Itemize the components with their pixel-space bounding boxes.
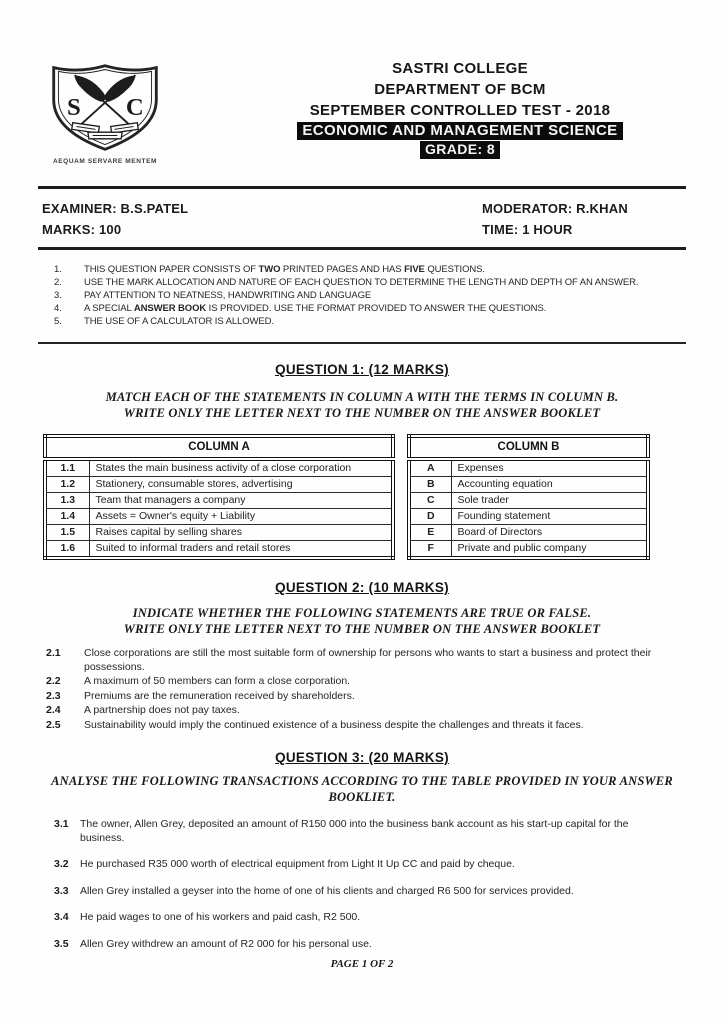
column-b-row: [409, 459, 648, 477]
column-b-row: [409, 477, 648, 493]
statement-item: [38, 675, 686, 689]
statement-text: Close corporations are still the most suitable form of ownership for persons who wants to start a business and protect their possessions.: [84, 647, 652, 673]
column-a-row: [45, 541, 393, 559]
examiner-label: EXAMINER: B.S.PATEL: [42, 201, 189, 216]
transaction-text: He purchased R35 000 worth of electrical equipment from Light It Up CC and paid by cheque.: [80, 858, 515, 870]
instruction-number: 4.: [54, 303, 62, 314]
term-letter: F: [409, 541, 451, 559]
instruction-item: [54, 289, 686, 302]
column-a-row: [45, 459, 393, 477]
transaction-text: Allen Grey withdrew an amount of R2 000 for his personal use.: [80, 937, 372, 950]
question2-heading: QUESTION 2: (10 MARKS): [275, 580, 449, 595]
term-text: Expenses: [451, 459, 648, 477]
term-text: Board of Directors: [451, 525, 648, 541]
instruction-number: 5.: [54, 316, 62, 327]
question1-heading: QUESTION 1: (12 MARKS): [275, 362, 449, 377]
column-a-row: [45, 509, 393, 525]
question3-transactions: [38, 818, 686, 951]
column-a-header: COLUMN A: [45, 436, 393, 459]
term-text: Sole trader: [451, 493, 648, 509]
column-a-row: [45, 525, 393, 541]
term-letter: E: [409, 525, 451, 541]
page-header: [38, 58, 686, 186]
question3-instruction: ANALYSE THE FOLLOWING TRANSACTIONS ACCORDING TO THE TABLE PROVIDED IN YOUR ANSWER BOOKLIET.: [51, 774, 673, 804]
transaction-number: 3.3: [54, 884, 69, 897]
column-a-table: [43, 434, 395, 560]
question2-instruction: INDICATE WHETHER THE FOLLOWING STATEMENTS ARE TRUE OR FALSE. WRITE ONLY THE LETTER NEXT TO THE NUMBER ON THE ANSWER BOOKLET: [123, 606, 601, 636]
statement-number: 1.6: [45, 541, 89, 559]
transaction-number: 3.5: [54, 937, 69, 950]
statement-item: [38, 719, 686, 733]
transaction-text: He paid wages to one of his workers and paid cash, R2 500.: [80, 911, 361, 923]
school-crest-icon: [46, 60, 164, 155]
statement-number: 2.4: [46, 704, 61, 716]
statement-text: Premiums are the remuneration received by shareholders.: [84, 689, 355, 702]
statement-number: 1.4: [45, 509, 89, 525]
school-name: SASTRI COLLEGE: [392, 60, 528, 77]
statement-number: 2.1: [46, 647, 61, 659]
column-a-row: [45, 493, 393, 509]
transaction-item: [38, 818, 686, 845]
moderator-label: MODERATOR: R.KHAN: [482, 201, 628, 216]
crest-letter-s: S: [67, 94, 81, 122]
crest-banner-icon: [72, 123, 139, 139]
statement-text: States the main business activity of a close corporation: [89, 459, 393, 477]
instruction-text: USE THE MARK ALLOCATION AND NATURE OF EACH QUESTION TO DETERMINE THE LENGTH AND DEPTH OF AN ANSWER.: [84, 277, 639, 288]
subject-banner: ECONOMIC AND MANAGEMENT SCIENCE: [297, 122, 622, 140]
column-b-header: COLUMN B: [409, 436, 648, 459]
instruction-item: [54, 263, 686, 276]
term-text: Private and public company: [451, 541, 648, 559]
column-b-row: [409, 525, 648, 541]
statement-text: Stationery, consumable stores, advertising: [89, 477, 393, 493]
time-label: TIME: 1 HOUR: [482, 222, 573, 237]
column-b-row: [409, 509, 648, 525]
instruction-text: PAY ATTENTION TO NEATNESS, HANDWRITING AND LANGUAGE: [84, 290, 372, 301]
column-b-row: [409, 541, 648, 559]
section-divider: [38, 342, 686, 344]
term-text: Founding statement: [451, 509, 648, 525]
statement-text: Suited to informal traders and retail stores: [89, 541, 393, 559]
instruction-item: [54, 276, 686, 289]
test-name: SEPTEMBER CONTROLLED TEST - 2018: [309, 102, 611, 119]
instruction-text: A SPECIAL ANSWER BOOK IS PROVIDED. USE THE FORMAT PROVIDED TO ANSWER THE QUESTIONS.: [84, 303, 547, 314]
crest-motto: AEQUAM SERVARE MENTEM: [52, 158, 158, 165]
transaction-item: [38, 858, 686, 872]
column-a-row: [45, 477, 393, 493]
question1-instruction: MATCH EACH OF THE STATEMENTS IN COLUMN A WITH THE TERMS IN COLUMN B. WRITE ONLY THE LETTER NEXT TO THE NUMBER ON THE ANSWER BOOKLET: [105, 390, 619, 420]
instruction-number: 1.: [54, 264, 62, 275]
statement-number: 1.1: [45, 459, 89, 477]
instruction-number: 3.: [54, 290, 62, 301]
transaction-number: 3.2: [54, 858, 69, 870]
exam-info-block: [38, 186, 686, 250]
transaction-item: [38, 885, 686, 899]
statement-number: 1.2: [45, 477, 89, 493]
question2-statements: [38, 647, 686, 732]
column-b-row: [409, 493, 648, 509]
department-name: DEPARTMENT OF BCM: [374, 81, 546, 98]
matching-tables: [43, 434, 686, 560]
question3-heading: QUESTION 3: (20 MARKS): [275, 750, 449, 765]
instruction-text: THE USE OF A CALCULATOR IS ALLOWED.: [84, 316, 274, 327]
term-letter: D: [409, 509, 451, 525]
school-crest: [40, 60, 170, 165]
instruction-text: THIS QUESTION PAPER CONSISTS OF TWO PRINTED PAGES AND HAS FIVE QUESTIONS.: [84, 264, 485, 275]
term-letter: A: [409, 459, 451, 477]
instruction-number: 2.: [54, 277, 62, 288]
page-number: PAGE 1 OF 2: [330, 958, 394, 970]
transaction-text: Allen Grey installed a geyser into the home of one of his clients and charged R6 500 for services provided.: [80, 884, 574, 897]
instruction-item: [54, 315, 686, 328]
statement-item: [38, 690, 686, 704]
term-letter: B: [409, 477, 451, 493]
column-b-table: [407, 434, 650, 560]
transaction-number: 3.4: [54, 911, 69, 923]
marks-label: MARKS: 100: [42, 222, 122, 237]
grade-banner: GRADE: 8: [420, 141, 500, 159]
statement-text: A maximum of 50 members can form a close corporation.: [84, 675, 351, 687]
title-block: [250, 58, 670, 159]
transaction-text: The owner, Allen Grey, deposited an amount of R150 000 into the business bank account as his start-up capital for the business.: [80, 818, 629, 844]
statement-number: 2.5: [46, 718, 61, 731]
statement-item: [38, 647, 686, 674]
statement-text: A partnership does not pay taxes.: [84, 704, 240, 716]
statement-text: Team that managers a company: [89, 493, 393, 509]
statement-number: 1.5: [45, 525, 89, 541]
transaction-item: [38, 938, 686, 952]
term-text: Accounting equation: [451, 477, 648, 493]
statement-item: [38, 704, 686, 718]
crest-letter-c: C: [125, 94, 144, 122]
statement-text: Sustainability would imply the continued existence of a business despite the challenges and threats it faces.: [84, 718, 584, 731]
statement-number: 2.2: [46, 675, 61, 687]
instructions-list: [54, 263, 686, 328]
transaction-item: [38, 911, 686, 925]
statement-number: 1.3: [45, 493, 89, 509]
statement-text: Raises capital by selling shares: [89, 525, 393, 541]
statement-number: 2.3: [46, 689, 61, 702]
statement-text: Assets = Owner's equity + Liability: [89, 509, 393, 525]
term-letter: C: [409, 493, 451, 509]
instruction-item: [54, 302, 686, 315]
transaction-number: 3.1: [54, 818, 69, 830]
